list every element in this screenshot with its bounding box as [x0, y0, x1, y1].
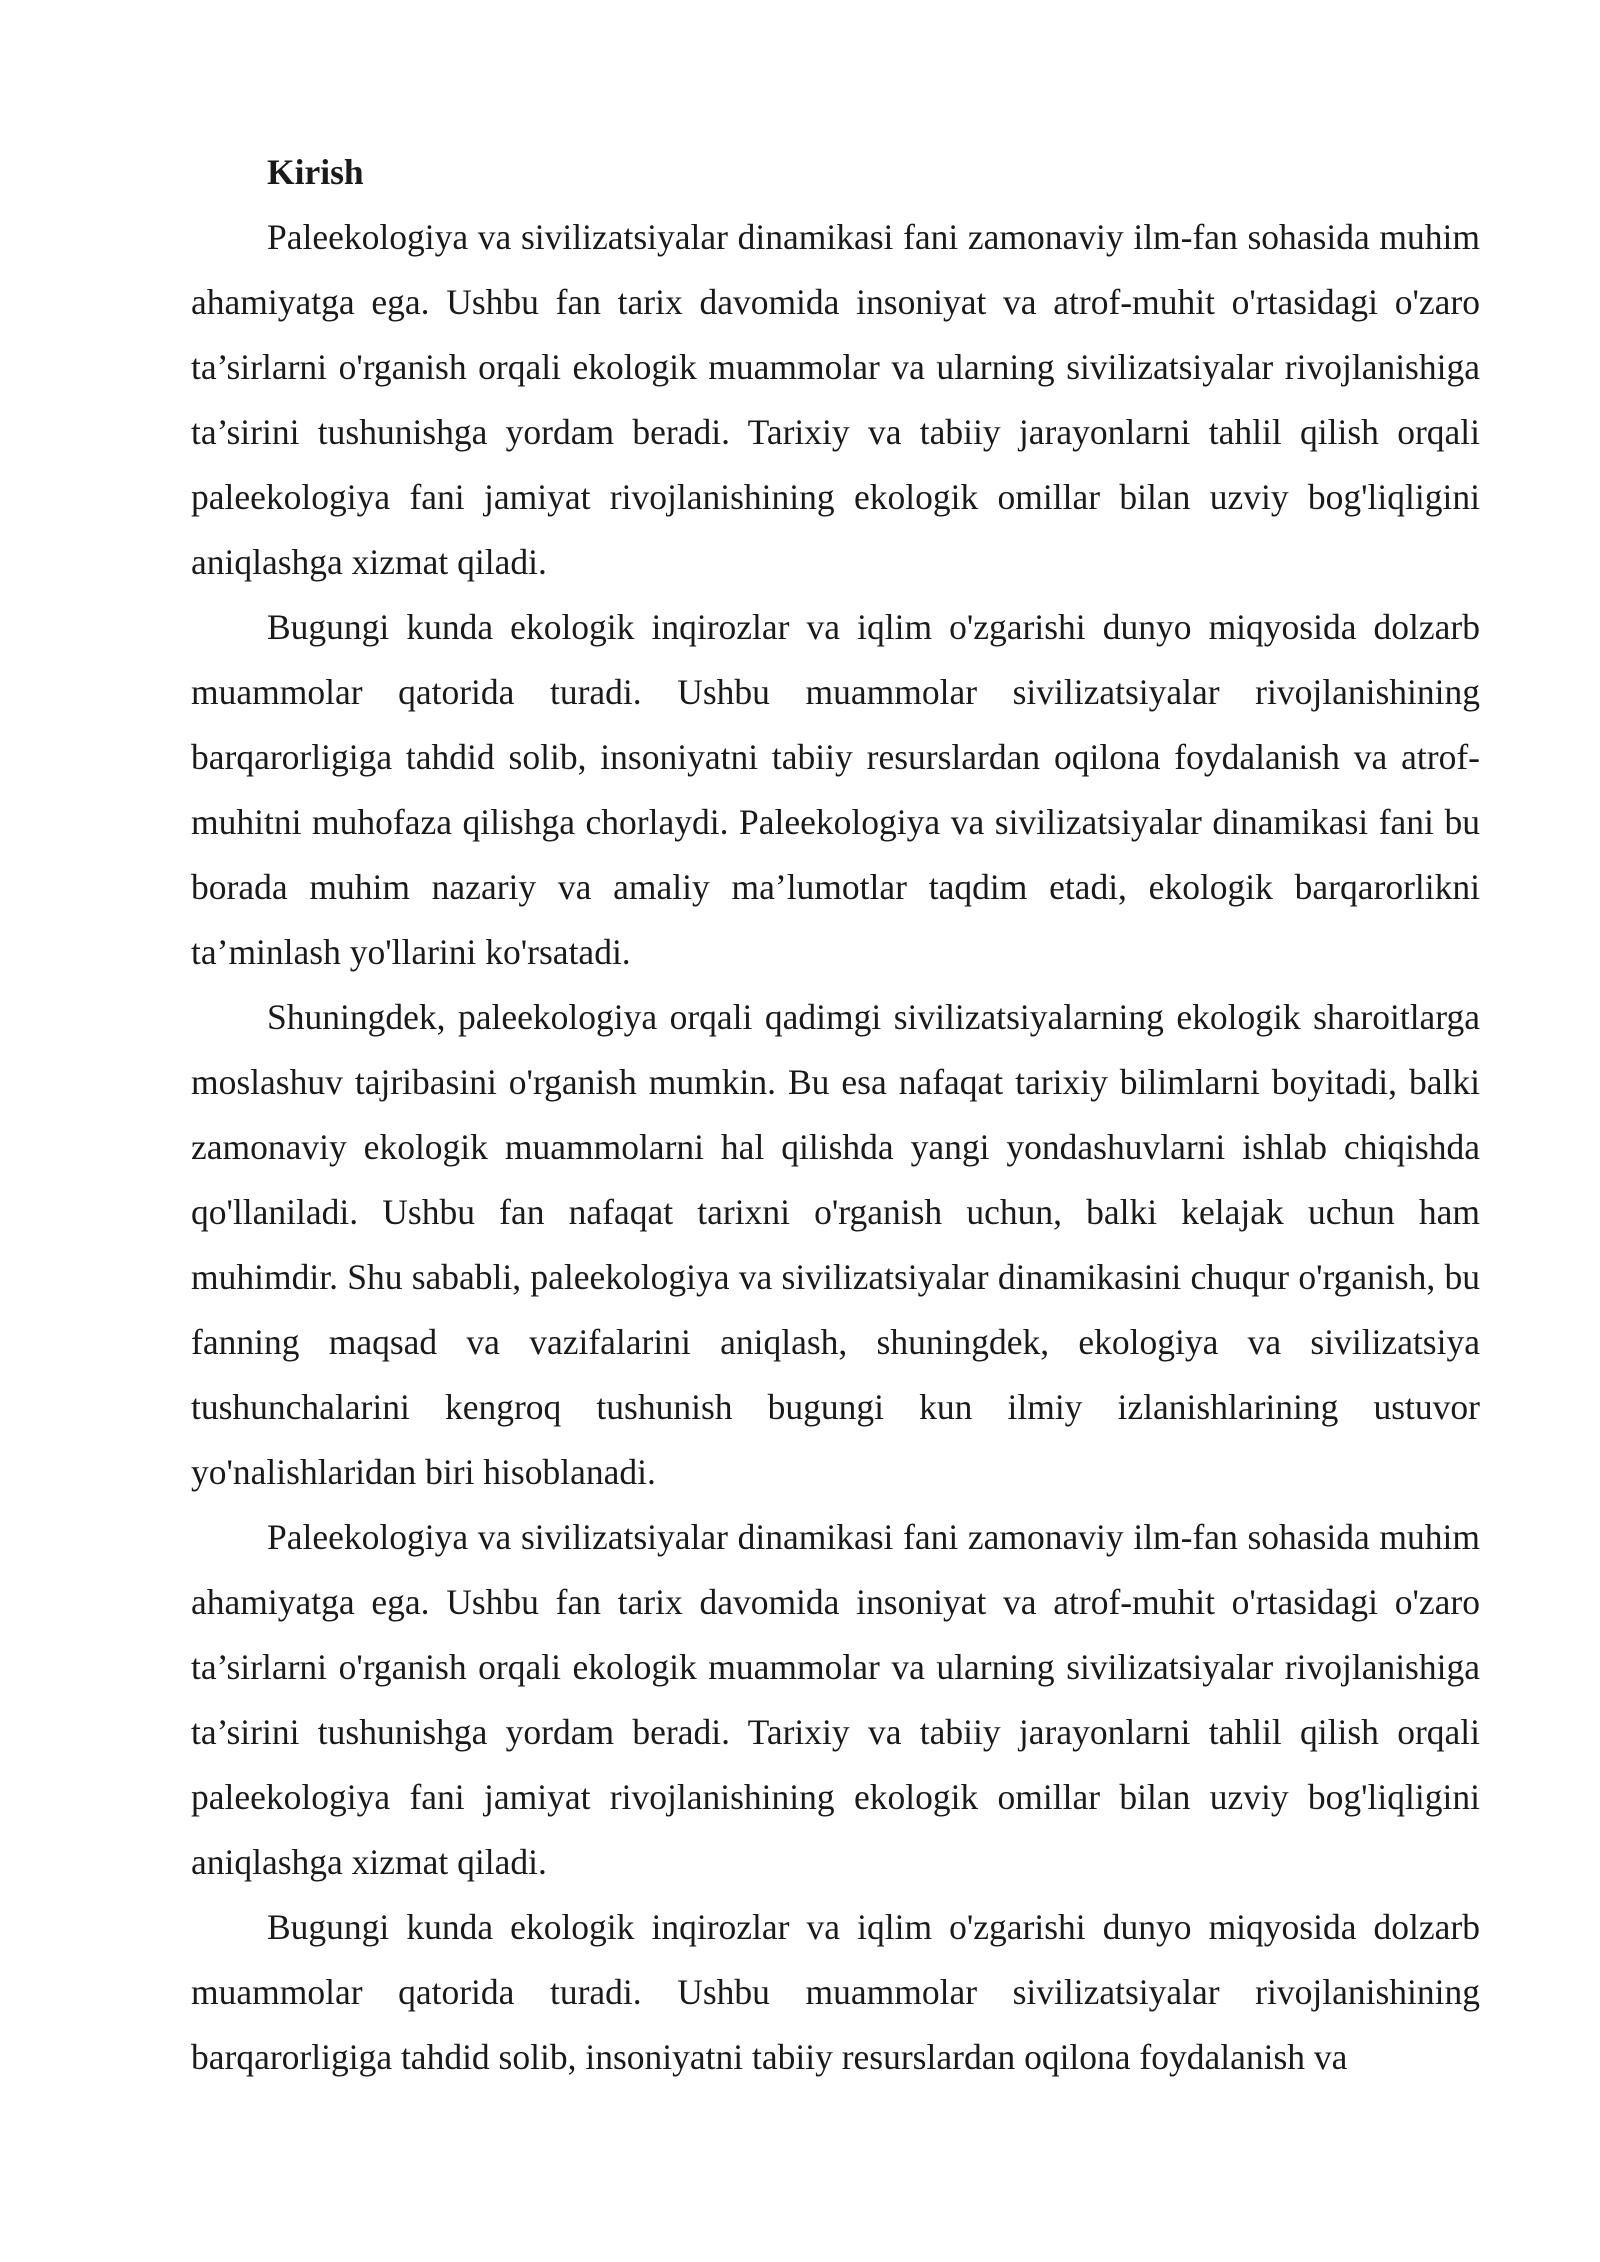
section-heading: Kirish	[267, 152, 364, 192]
paragraph-3: Shuningdek, paleekologiya orqali qadimgi sivilizatsiyalarning ekologik sharoitlarga moslashuv tajribasini o'rganish mumkin. Bu esa nafaqat tarixiy bilimlarni boyitadi, balki zamonaviy ekologik muammolarni hal qilishda yangi yondashuvlarni ishlab chiqishda qo'llaniladi. Ushbu fan nafaqat tarixni o'rganish uchun, balki kelajak uchun ham muhimdir. Shu sababli, paleekologiya va sivilizatsiyalar dinamikasini chuqur o'rganish, bu fanning maqsad va vazifalarini aniqlash, shuningdek, ekologiya va sivilizatsiya tushunchalarini kengroq tushunish bugungi kun ilmiy izlanishlarining ustuvor yo'nalishlaridan biri hisoblanadi.	[191, 997, 1480, 1492]
paragraph-4: Paleekologiya va sivilizatsiyalar dinamikasi fani zamonaviy ilm-fan sohasida muhim ahamiyatga ega. Ushbu fan tarix davomida insoniyat va atrof-muhit o'rtasidagi o'zaro ta’sirlarni o'rganish orqali ekologik muammolar va ularning sivilizatsiyalar rivojlanishiga ta’sirini tushunishga yordam beradi. Tarixiy va tabiiy jarayonlarni tahlil qilish orqali paleekologiya fani jamiyat rivojlanishining ekologik omillar bilan uzviy bog'liqligini aniqlashga xizmat qiladi.	[191, 1517, 1480, 1882]
paragraph-5: Bugungi kunda ekologik inqirozlar va iqlim o'zgarishi dunyo miqyosida dolzarb muammolar qatorida turadi. Ushbu muammolar sivilizatsiyalar rivojlanishining barqarorligiga tahdid solib, insoniyatni tabiiy resurslardan oqilona foydalanish va	[191, 1907, 1480, 2077]
paragraph-2: Bugungi kunda ekologik inqirozlar va iqlim o'zgarishi dunyo miqyosida dolzarb muammolar qatorida turadi. Ushbu muammolar sivilizatsiyalar rivojlanishining barqarorligiga tahdid solib, insoniyatni tabiiy resurslardan oqilona foydalanish va atrof-muhitni muhofaza qilishga chorlaydi. Paleekologiya va sivilizatsiyalar dinamikasi fani bu borada muhim nazariy va amaliy ma’lumotlar taqdim etadi, ekologik barqarorlikni ta’minlash yo'llarini ko'rsatadi.	[191, 607, 1480, 972]
document-page	[191, 140, 1480, 2090]
paragraph-1: Paleekologiya va sivilizatsiyalar dinamikasi fani zamonaviy ilm-fan sohasida muhim ahamiyatga ega. Ushbu fan tarix davomida insoniyat va atrof-muhit o'rtasidagi o'zaro ta’sirlarni o'rganish orqali ekologik muammolar va ularning sivilizatsiyalar rivojlanishiga ta’sirini tushunishga yordam beradi. Tarixiy va tabiiy jarayonlarni tahlil qilish orqali paleekologiya fani jamiyat rivojlanishining ekologik omillar bilan uzviy bog'liqligini aniqlashga xizmat qiladi.	[191, 217, 1480, 582]
